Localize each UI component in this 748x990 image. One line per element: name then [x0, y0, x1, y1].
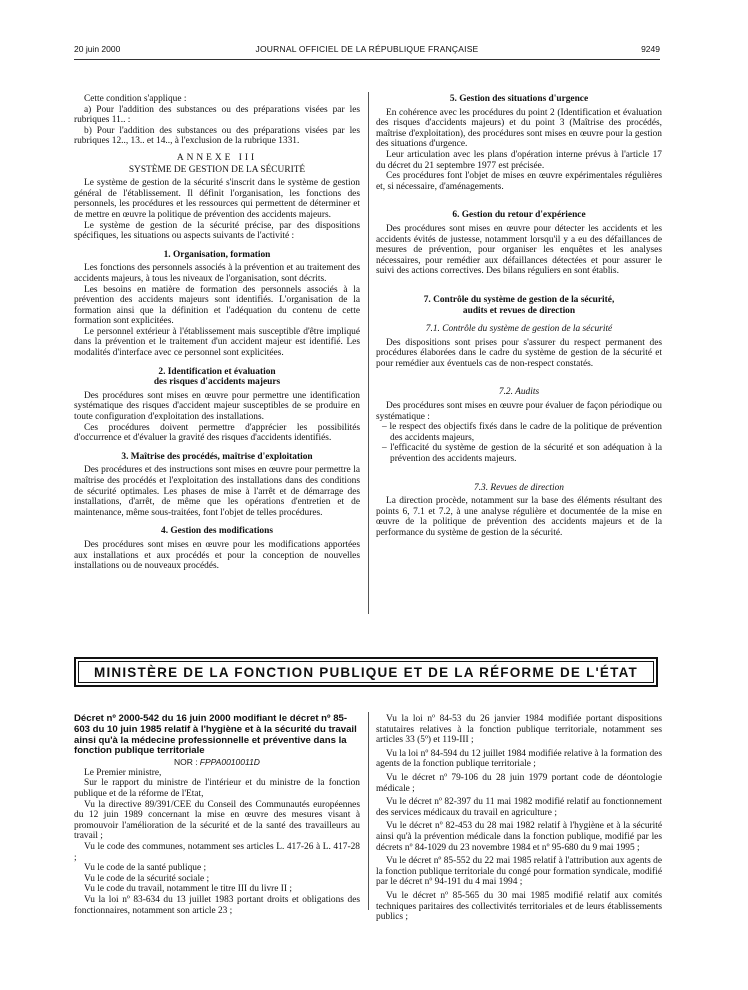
paragraph: Vu le code de la santé publique ;: [84, 863, 207, 874]
page-header: [74, 44, 660, 58]
list-item: – le respect des objectifs fixés dans le cadre de la politique de prévention des accidents majeurs,: [382, 422, 662, 443]
paragraph: Vu la loi nº 84-594 du 12 juillet 1984 modifiée relative à la formation des agents de la fonction publique territoriale ;: [376, 748, 662, 770]
nor-reference: [74, 757, 360, 768]
section-heading: 7. Contrôle du système de gestion de la sécurité,: [423, 294, 615, 305]
subsection-heading: 7.1. Contrôle du système de gestion de la sécurité: [425, 324, 613, 335]
paragraph: Vu la loi nº 84-53 du 26 janvier 1984 modifiée portant dispositions statutaires relatives à la fonction publique territoriale, notamment ses articles 33 (5º) et 119-III ;: [376, 714, 662, 746]
paragraph: Vu la loi nº 83-634 du 13 juillet 1983 portant droits et obligations des fonctionnaires, notamment son article 23 ;: [74, 894, 360, 916]
paragraph: b) Pour l'addition des substances ou des préparations visées par les rubriques 12.., 13.. et 14.., à l'exclusion de la rubrique 1331.: [74, 125, 360, 147]
paragraph: Des procédures sont mises en œuvre pour permettre une identification systématique des risques d'accident majeur susceptibles de se produire en toute configuration d'exploitation des installations.: [74, 390, 360, 423]
section-heading: audits et revues de direction: [462, 305, 576, 316]
decree-left-column: [74, 714, 360, 916]
paragraph: Ces procédures font l'objet de mises en œuvre expérimentales régulières et, si nécessaire, d'aménagements.: [376, 171, 662, 192]
paragraph: Vu le code des communes, notamment ses articles L. 417-26 à L. 417-28 ;: [74, 841, 360, 863]
ministry-banner: [74, 657, 658, 687]
paragraph: Des procédures sont mises en œuvre pour les modifications apportées aux installations et aux procédés et pour la conception de nouvelles installations ou de nouveaux procédés.: [74, 539, 360, 572]
paragraph: Vu le décret nº 85-552 du 22 mai 1985 relatif à l'attribution aux agents de la fonction publique territoriale du congé pour formation syndicale, modifié par le décret nº 94-191 du 4 mai 1994 ;: [376, 856, 662, 888]
decree-title: Décret nº 2000-542 du 16 juin 2000 modifiant le décret nº 85-603 du 10 juin 1985 relatif à l'hygiène et à la sécurité du travail ainsi qu'à la médecine professionnelle et préventive dans la fonction publique territoriale: [74, 713, 357, 757]
page-number: 9249: [641, 44, 660, 54]
header-rule: [74, 59, 660, 60]
ministry-title: MINISTÈRE DE LA FONCTION PUBLIQUE ET DE LA RÉFORME DE L'ÉTAT: [78, 661, 654, 683]
paragraph: Le système de gestion de la sécurité précise, par des dispositions spécifiques, les situations ou aspects suivants de l'activité :: [74, 220, 360, 242]
paragraph: Vu le code de la sécurité sociale ;: [84, 873, 210, 884]
paragraph: a) Pour l'addition des substances ou des préparations visées par les rubriques 11.. :: [74, 104, 360, 126]
paragraph: Vu le décret nº 82-453 du 28 mai 1982 relatif à l'hygiène et à la sécurité ainsi qu'à la prévention médicale dans la fonction publique, modifié par les décrets nº 84-1029 du 23 novembre 1984 et nº 95-680 du 9 mai 1995 ;: [376, 821, 662, 853]
paragraph: Vu le code du travail, notamment le titre III du livre II ;: [84, 884, 292, 895]
subsection-heading: 7.3. Revues de direction: [474, 482, 564, 493]
paragraph: Sur le rapport du ministre de l'intérieur et du ministre de la fonction publique et de la réforme de l'Etat,: [74, 778, 360, 799]
paragraph: Vu le décret nº 79-106 du 28 juin 1979 portant code de déontologie médicale ;: [376, 772, 662, 794]
section-heading: 1. Organisation, formation: [163, 249, 271, 260]
subsection-heading: 7.2. Audits: [498, 387, 540, 398]
section-heading: des risques d'accidents majeurs: [153, 377, 281, 388]
paragraph: Le système de gestion de la sécurité s'inscrit dans le système de gestion général de l'établissement. Il définit l'organisation, les fonctions des personnels, les procédures et les ressources qui permettent de déterminer et de mettre en œuvre la politique de prévention des accidents majeurs.: [74, 178, 360, 220]
section-heading: 3. Maîtrise des procédés, maîtrise d'exploitation: [121, 451, 313, 462]
paragraph: La direction procède, notamment sur la base des éléments résultant des points 6, 7.1 et 7.2, à une analyse régulière et documentée de la mise en œuvre de la politique de prévention des accidents majeurs et de la performance du système de gestion de la sécurité.: [376, 496, 662, 538]
column-divider: [368, 712, 369, 910]
nor-value: FPPA0010011D: [199, 757, 260, 768]
paragraph: Le personnel extérieur à l'établissement mais susceptible d'être impliqué dans la prévention et le traitement d'un accident majeur est identifié. Les modalités d'interface avec ce personnel sont explicitées.: [74, 326, 360, 359]
paragraph: Les besoins en matière de formation des personnels associés à la prévention des accidents majeurs sont identifiés. L'organisation de la formation ainsi que la définition et l'adéquation du contenu de cette formation sont explicitées.: [74, 284, 360, 327]
paragraph: En cohérence avec les procédures du point 2 (Identification et évaluation des risques d'accidents majeurs) et du point 3 (Maîtrise des procédés, maîtrise d'exploitation), des procédures sont mises en œuvre pour la gestion des situations d'urgence.: [376, 107, 662, 150]
paragraph: Les fonctions des personnels associés à la prévention et au traitement des accidents majeurs, à tous les niveaux de l'organisation, sont décrits.: [74, 263, 360, 284]
paragraph: Des procédures et des instructions sont mises en œuvre pour permettre la maîtrise des procédés et l'exploitation des installations dans des conditions de sécurité optimales. Les phases de mise à l'arrêt et de démarrage des installations, d'arrêt, de même que les opérations d'entretien et de maintenance, même sous-traitées, font l'objet de telles procédures.: [74, 465, 360, 518]
left-column: [74, 94, 360, 572]
paragraph: Vu le décret nº 82-397 du 11 mai 1982 modifié relatif au fonctionnement des services médicaux du travail en agriculture ;: [376, 797, 662, 818]
paragraph: Des procédures sont mises en œuvre pour évaluer de façon périodique ou systématique :: [376, 401, 662, 422]
paragraph: Des procédures sont mises en œuvre pour détecter les accidents et les accidents évités de justesse, notamment lorsqu'il y a eu des défaillances de mesures de prévention, pour organiser les enquêtes et les analyses nécessaires, pour remédier aux défaillances détectées et pour assurer le suivi des actions correctives. Des bilans réguliers en sont établis.: [376, 223, 662, 277]
paragraph: Cette condition s'applique :: [84, 94, 187, 104]
paragraph: Le Premier ministre,: [84, 767, 162, 778]
paragraph: Vu le décret nº 85-565 du 30 mai 1985 modifié relatif aux comités techniques paritaires des collectivités territoriales et de leurs établissements publics ;: [376, 890, 662, 923]
decree-right-column: [376, 714, 662, 926]
paragraph: Des dispositions sont prises pour s'assurer du respect permanent des procédures élaborées dans le cadre du système de gestion de la sécurité et pour remédier aux éventuels cas de non-respect constatés.: [376, 337, 662, 369]
section-heading: 2. Identification et évaluation: [158, 366, 276, 377]
annex-title: ANNEXE III: [176, 152, 258, 163]
section-heading: 4. Gestion des modifications: [161, 526, 273, 537]
section-heading: 5. Gestion des situations d'urgence: [449, 94, 589, 104]
right-column: [376, 94, 662, 539]
journal-title: JOURNAL OFFICIEL DE LA RÉPUBLIQUE FRANÇAISE: [255, 44, 479, 54]
header-date: 20 juin 2000: [74, 44, 121, 54]
paragraph: Leur articulation avec les plans d'opération interne prévus à l'article 17 du décret du 21 septembre 1977 est précisée.: [376, 149, 662, 171]
nor-label: NOR :: [174, 757, 198, 768]
list-item: – l'efficacité du système de gestion de la sécurité et son adéquation à la prévention des accidents majeurs.: [382, 443, 662, 465]
paragraph: Vu la directive 89/391/CEE du Conseil des Communautés européennes du 12 juin 1989 concernant la mise en œuvre des mesures visant à promouvoir l'amélioration de la sécurité et de la santé des travailleurs au travail ;: [74, 799, 360, 842]
section-heading: 6. Gestion du retour d'expérience: [452, 210, 586, 221]
column-divider: [368, 92, 369, 614]
paragraph: Ces procédures doivent permettre d'apprécier les possibilités d'occurrence et d'évaluer la gravité des risques d'accidents identifiés.: [74, 422, 360, 444]
annex-subtitle: SYSTÈME DE GESTION DE LA SÉCURITÉ: [128, 164, 306, 175]
